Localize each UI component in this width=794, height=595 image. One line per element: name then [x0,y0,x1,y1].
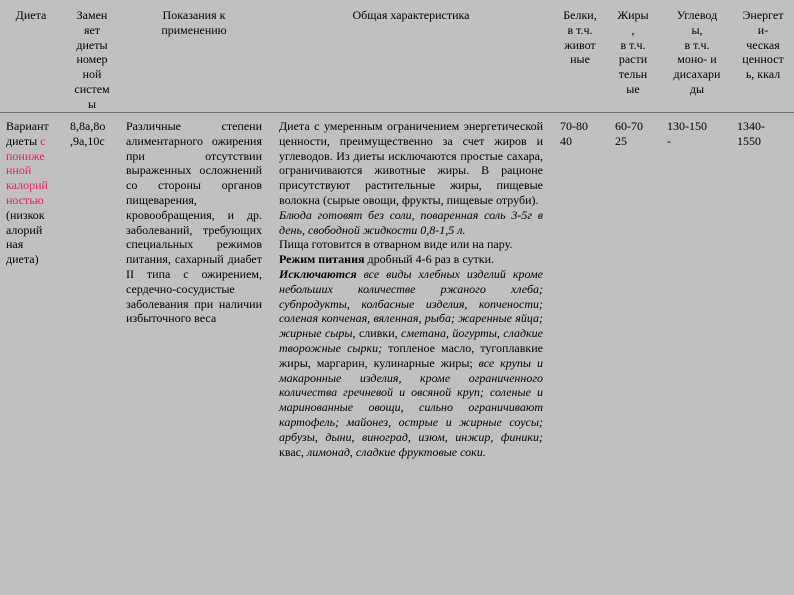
diet-name: Вариант диеты с пониже нной калорий ностью (низкок алорий ная диета) [6,119,49,267]
characteristic-para-1: Диета с умеренным ограничением энергетической ценности, преимущественно за счет жиров и углеводов. Из диеты исключаются простые сахара, ограничиваются животные жиры. В рационе присутствуют растительные жиры, пищевые волокна (сырые овощи, фрукты, пищевые отруби). [279,119,543,207]
header-proteins: Белки, в т.ч. живот ные [563,8,597,67]
characteristic-para-2: Блюда готовят без соли, поваренная соль 3-5г в день, свободной жидкости 0,8-1,5 л. [279,207,543,237]
characteristic-para-4: Режим питания дробный 4-6 раз в сутки. [279,252,494,267]
header-replaces: Замен яет диеты номер ной систем ы [74,8,110,111]
fats-value: 60-70 25 [615,119,643,148]
energy-value: 1340- 1550 [737,119,765,148]
carbs-value: 130-150 - [667,119,707,148]
proteins-value: 70-80 40 [560,119,588,148]
header-divider [0,112,794,113]
replaces-value: 8,8а,8о ,9а,10с [70,119,106,148]
header-energy: Энергет и- ческая ценност ь, ккал [742,8,784,82]
diet-name-highlight: с пониже нной калорий ностью [6,133,48,207]
characteristic-text [279,119,543,459]
header-characteristic: Общая характеристика [352,8,470,22]
characteristic-para-5: Исключаются все виды хлебных изделий кроме небольших количестве ржаного хлеба; субпродукты, колбасные изделия, копчености; соленая копченая, вяленная, рыба; жаренные яйца; жирные сыры, сливки, сметана, йогурты, сладкие творожные сырки; топленое масло, тугоплавкие жиры, маргарин, кулинарные жиры; все крупы и макаронные изделия, кроме ограниченного количества гречневой и овсяной круп; соленые и маринованные овощи, сильно ограничивают картофель; майонез, острые и жирные соусы; арбузы, дыни, виноград, изюм, инжир, финики; квас, лимонад, сладкие фруктовые соки. [279,266,543,459]
header-indications: Показания к применению [161,8,227,37]
characteristic-para-3: Пища готовится в отварном виде или на пару. [279,237,513,252]
indications-text: Различные степени алиментарного ожирения при отсутствии выраженных осложнений со стороны органов пищеварения, кровообращения, и др. заболеваний, требующих специальных режимов питания, сахарный диабет II типа с ожирением, сердечно-сосудистые заболевания при наличии избыточного веса [126,119,262,326]
header-diet: Диета [15,8,47,22]
header-carbs: Углевод ы, в т.ч. моно- и дисахари ды [673,8,721,96]
header-fats: Жиры , в т.ч. расти тельн ые [617,8,649,96]
